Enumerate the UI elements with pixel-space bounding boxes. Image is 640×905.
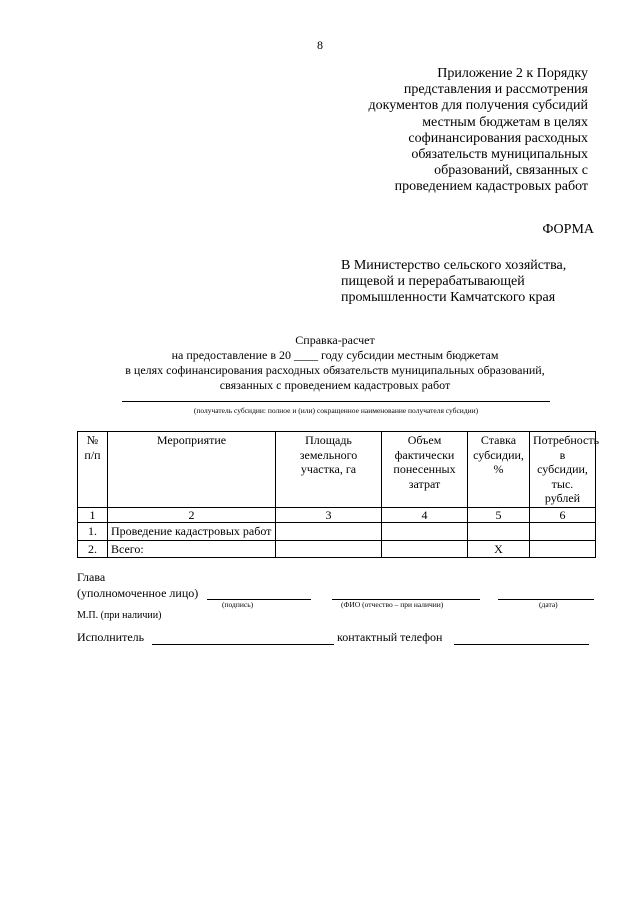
column-number: 2 bbox=[108, 507, 276, 523]
addressee-line: пищевой и перерабатывающей bbox=[341, 274, 525, 289]
date-line[interactable] bbox=[498, 585, 594, 600]
recipient-blank-line[interactable] bbox=[122, 401, 550, 402]
form-label: ФОРМА bbox=[542, 222, 594, 237]
header-cell: № п/п bbox=[78, 432, 108, 508]
name-line[interactable] bbox=[332, 585, 480, 600]
rate-cell[interactable] bbox=[468, 523, 530, 541]
appendix-line: местным бюджетам в целях bbox=[422, 114, 588, 130]
column-number: 6 bbox=[530, 507, 596, 523]
appendix-line: документов для получения субсидий bbox=[368, 98, 588, 114]
subsidy-table bbox=[77, 431, 600, 558]
date-caption: (дата) bbox=[539, 600, 558, 609]
addressee-line: промышленности Камчатского края bbox=[341, 290, 556, 305]
activity-cell: Всего: bbox=[108, 540, 276, 558]
area-cell[interactable] bbox=[276, 540, 382, 558]
need-cell[interactable] bbox=[530, 540, 596, 558]
title-line: в целях софинансирования расходных обязательств муниципальных образований, bbox=[125, 363, 545, 377]
column-number: 4 bbox=[382, 507, 468, 523]
name-caption: (ФИО (отчество – при наличии) bbox=[341, 600, 444, 609]
page-number: 8 bbox=[317, 38, 323, 52]
row-number: 1. bbox=[78, 523, 108, 541]
appendix-line: представления и рассмотрения bbox=[403, 82, 588, 98]
executor-line[interactable] bbox=[152, 630, 334, 645]
appendix-line: проведением кадастровых работ bbox=[394, 179, 588, 195]
appendix-header bbox=[288, 66, 588, 196]
area-cell[interactable] bbox=[276, 523, 382, 541]
signature-caption: (подпись) bbox=[222, 600, 254, 609]
header-cell: Потребность в субсидии, тыс. рублей bbox=[530, 432, 596, 508]
addressee-line: В Министерство сельского хозяйства, bbox=[341, 258, 567, 273]
appendix-line: Приложение 2 к Порядку bbox=[437, 66, 588, 81]
document-title bbox=[0, 333, 640, 393]
header-cell: Ставка субсидии, % bbox=[468, 432, 530, 508]
costs-cell[interactable] bbox=[382, 540, 468, 558]
column-number: 5 bbox=[468, 507, 530, 523]
head-label: Глава bbox=[77, 570, 106, 584]
recipient-caption: (получатель субсидии: полное и (или) сокращенное наименование получателя субсидии) bbox=[193, 406, 479, 415]
appendix-line: обязательств муниципальных bbox=[411, 147, 588, 163]
executor-row bbox=[77, 630, 144, 645]
addressee-block bbox=[341, 258, 566, 306]
costs-cell[interactable] bbox=[382, 523, 468, 541]
title-line: Справка-расчет bbox=[295, 333, 375, 347]
header-cell: Мероприятие bbox=[108, 432, 276, 508]
rate-cell: Х bbox=[468, 540, 530, 558]
appendix-line: софинансирования расходных bbox=[408, 130, 588, 146]
executor-label: Исполнитель bbox=[77, 630, 145, 644]
column-number-row bbox=[78, 507, 596, 523]
appendix-line: образований, связанных с bbox=[434, 163, 588, 179]
table-row bbox=[78, 540, 596, 558]
authorized-label: (уполномоченное лицо) bbox=[77, 586, 199, 600]
phone-line[interactable] bbox=[454, 630, 589, 645]
activity-cell: Проведение кадастровых работ bbox=[108, 523, 276, 541]
title-line: связанных с проведением кадастровых работ bbox=[219, 378, 451, 392]
title-line: на предоставление в 20 ____ году субсидии местным бюджетам bbox=[171, 348, 499, 362]
phone-label: контактный телефон bbox=[337, 630, 443, 644]
need-cell[interactable] bbox=[530, 523, 596, 541]
table-row bbox=[78, 523, 596, 541]
table-header-row bbox=[78, 432, 596, 508]
stamp-note: М.П. (при наличии) bbox=[77, 610, 162, 621]
signature-line[interactable] bbox=[207, 585, 311, 600]
column-number: 3 bbox=[276, 507, 382, 523]
header-cell: Площадь земельного участка, га bbox=[276, 432, 382, 508]
header-cell: Объем фактически понесенных затрат bbox=[382, 432, 468, 508]
row-number: 2. bbox=[78, 540, 108, 558]
column-number: 1 bbox=[78, 507, 108, 523]
